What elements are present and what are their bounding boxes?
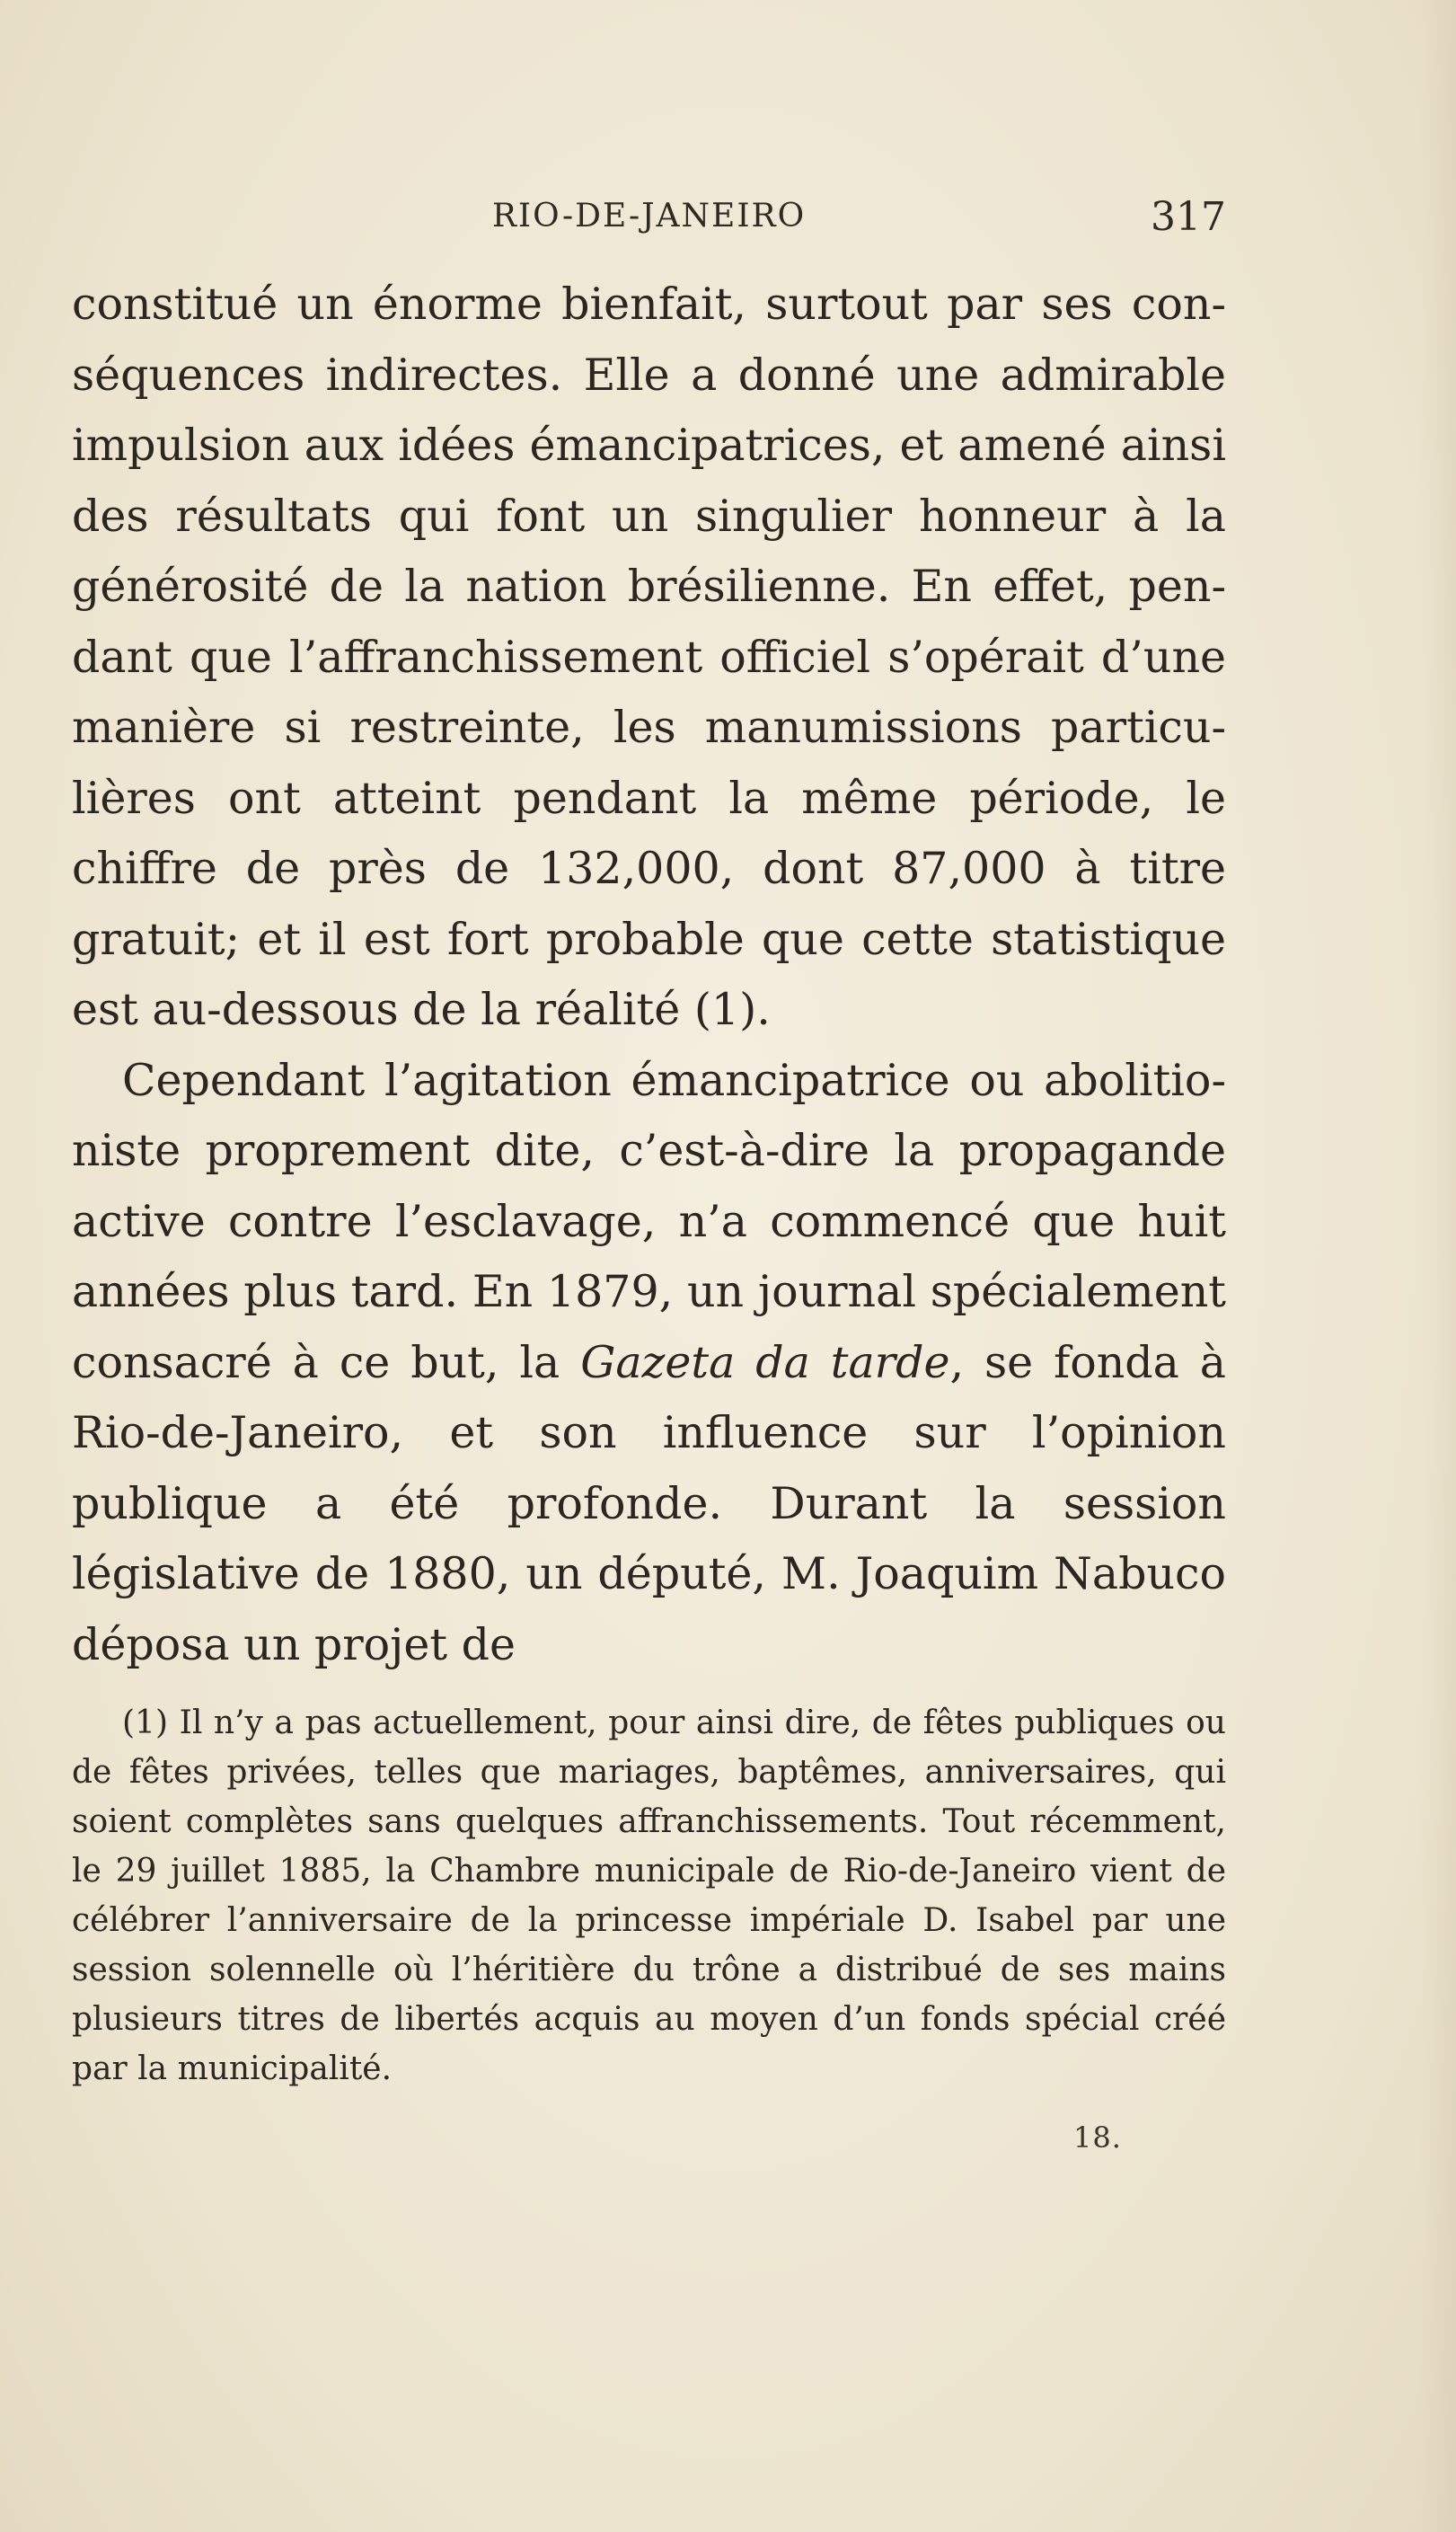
newspaper-title: Gazeta da tarde — [580, 1336, 950, 1388]
footnote — [72, 1698, 1226, 2094]
page-number: 317 — [1151, 194, 1226, 240]
paragraph-2-start: Cependant l’agitation émancipatrice ou abolitioniste proprement dite, c’est-à-dire la propagande active contre l’esclavage, n’a commencé que huit années plus tard. En 1879, un journal spécialement consacré à ce but, la — [72, 1054, 1226, 1388]
paragraph-2 — [72, 1046, 1226, 1681]
running-header — [72, 194, 1226, 252]
signature-mark: 18. — [1073, 2120, 1122, 2155]
paragraph-1: constitué un énorme bienfait, surtout par ses conséquences indirectes. Elle a donné une admirable impulsion aux idées émancipatrices, et amené ainsi des résultats qui font un singulier honneur à la générosité de la nation brésilienne. En effet, pendant que l’affranchissement officiel s’opérait d’une manière si restreinte, les manumissions particulières ont atteint pendant la même période, le chiffre de près de 132,000, dont 87,000 à titre gratuit; et il est fort probable que cette statistique est au-dessous de la réalité (1). — [72, 279, 1226, 1035]
running-title: RIO-DE-JANEIRO — [491, 198, 807, 235]
footnote-text: (1) Il n’y a pas actuellement, pour ainsi dire, de fêtes publiques ou de fêtes privées, telles que mariages, baptêmes, anniversaires, qui soient complètes sans quelques affranchissements. Tout récemment, le 29 juillet 1885, la Chambre municipale de Rio-de-Janeiro vient de célébrer l’anniversaire de la princesse impériale D. Isabel par une session solennelle où l’héritière du trône a distribué de ses mains plusieurs titres de libertés acquis au moyen d’un fonds spécial créé par la municipalité. — [72, 1704, 1226, 2087]
main-text — [72, 270, 1226, 1680]
paragraph-2-end: , se fonda à Rio-de-Janeiro, et son influence sur l’opinion publique a été profonde. Durant la session législative de 1880, un député, M. Joaquim Nabuco déposa un projet de — [72, 1336, 1227, 1670]
page-edge-shadow — [1420, 0, 1456, 2532]
